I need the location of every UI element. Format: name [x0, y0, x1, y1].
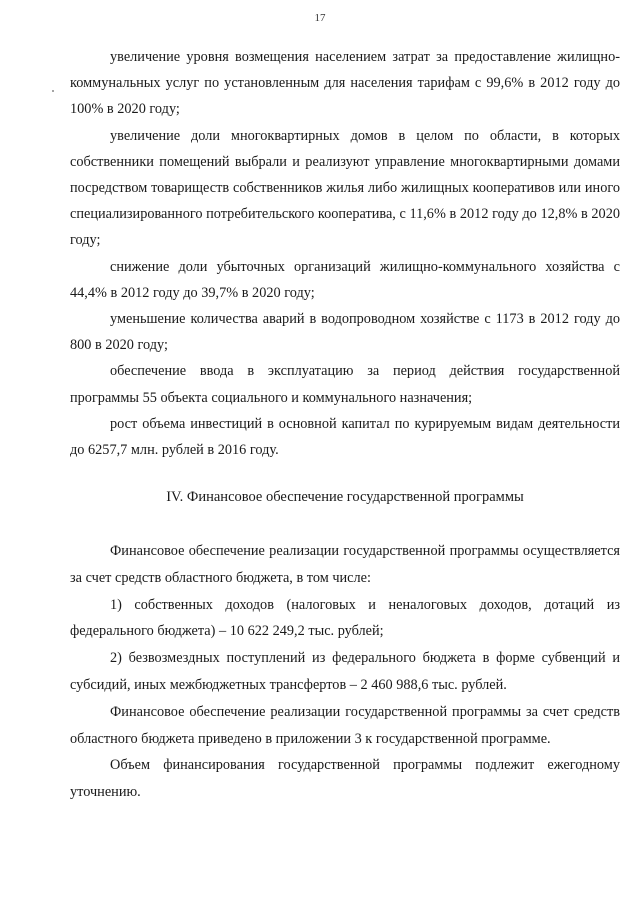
list-item: рост объема инвестиций в основной капитал по курируемым видам деятельности до 6257,7 млн. рублей в 2016 году.	[70, 415, 620, 459]
paragraph: 1) собственных доходов (налоговых и неналоговых доходов, дотаций из федерального бюджета) – 10 622 249,2 тыс. рублей;	[70, 596, 620, 640]
list-item: увеличение доли многоквартирных домов в целом по области, в которых собственники помещений выбрали и реализуют управление многоквартирными домами посредством товариществ собственников жилья либо жилищных кооперативов или иного специализированного потребительского кооператива, с 11,6% в 2012 году до 12,8% в 2020 году;	[70, 127, 620, 249]
page-number: 17	[314, 12, 326, 24]
list-item: уменьшение количества аварий в водопроводном хозяйстве с 1173 в 2012 году до 800 в 2020 году;	[70, 311, 620, 354]
target-indicators-list	[70, 44, 620, 463]
paragraph: Объем финансирования государственной программы подлежит ежегодному уточнению.	[70, 757, 620, 801]
list-item: снижение доли убыточных организаций жилищно-коммунального хозяйства с 44,4% в 2012 году до 39,7% в 2020 году;	[70, 258, 620, 301]
list-item: обеспечение ввода в эксплуатацию за период действия государственной программы 55 объекта социального и коммунального назначения;	[70, 363, 620, 406]
paragraph: 2) безвозмездных поступлений из федерального бюджета в форме субвенций и субсидий, иных межбюджетных трансфертов – 2 460 988,6 тыс. рублей.	[70, 650, 620, 693]
section-heading: IV. Финансовое обеспечение государственной программы	[166, 489, 524, 505]
scan-artifact	[52, 90, 54, 92]
paragraph: Финансовое обеспечение реализации государственной программы осуществляется за счет средств областного бюджета, в том числе:	[70, 543, 620, 586]
paragraph: Финансовое обеспечение реализации государственной программы за счет средств областного бюджета приведено в приложении 3 к государственной программе.	[70, 703, 620, 747]
financing-section	[70, 538, 620, 806]
list-item: увеличение уровня возмещения населением затрат за предоставление жилищно-коммунальных услуг по установленным для населения тарифам с 99,6% в 2012 году до 100% в 2020 году;	[70, 49, 620, 118]
